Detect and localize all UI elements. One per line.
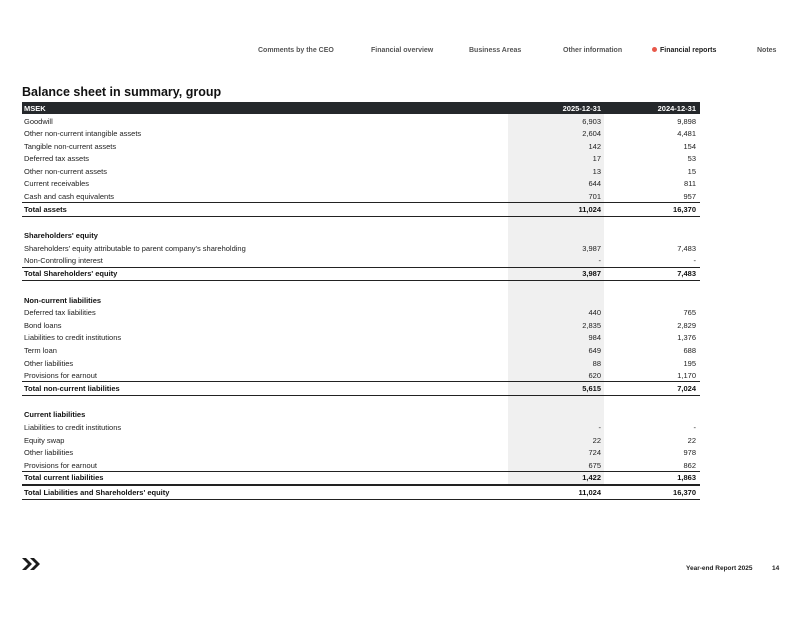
table-row (22, 164, 700, 177)
value-2024: 2,829 (677, 320, 696, 330)
table-row (22, 152, 700, 165)
table-total-row (22, 267, 700, 282)
value-2025: 644 (588, 179, 601, 189)
row-label: Total Shareholders' equity (24, 269, 118, 279)
value-2025: 649 (588, 346, 601, 355)
value-2024: 195 (683, 358, 696, 368)
table-spacer-row (22, 281, 700, 293)
value-2024: 15 (687, 166, 696, 176)
value-2024: 16,370 (673, 487, 696, 497)
value-2024: 811 (684, 179, 696, 189)
row-label: Total Liabilities and Shareholders' equity (24, 487, 170, 497)
value-2024: 7,024 (677, 383, 696, 393)
row-label: Other non-current intangible assets (24, 129, 142, 139)
row-label: Total non-current liabilities (24, 383, 120, 393)
row-label: Equity swap (24, 435, 65, 445)
value-2024: 957 (683, 192, 696, 202)
value-2025: 17 (592, 154, 601, 164)
row-label: Liabilities to credit institutions (24, 422, 122, 432)
row-label: Term loan (24, 346, 57, 355)
table-spacer-row (22, 217, 700, 229)
table-row (22, 190, 700, 203)
value-2025: 1,422 (582, 473, 601, 483)
row-label: Goodwill (24, 116, 53, 126)
value-2024: 1,376 (677, 333, 696, 343)
value-2025: 13 (592, 166, 601, 176)
row-label: Deferred tax assets (24, 154, 90, 164)
value-2024: 7,483 (677, 269, 696, 279)
row-label: Other non-current assets (24, 166, 107, 176)
table-row (22, 241, 700, 254)
value-2025: 6,903 (582, 116, 601, 126)
table-row (22, 114, 700, 127)
top-navigation (0, 47, 800, 59)
value-2025: 11,024 (578, 204, 601, 214)
page-title: Balance sheet in summary, group (22, 85, 222, 99)
nav-item-financial-reports-label: Financial reports (660, 47, 717, 54)
value-2024: 9,898 (677, 116, 696, 126)
table-row (22, 331, 700, 344)
table-row (22, 369, 700, 382)
row-label: Other liabilities (24, 448, 74, 458)
table-spacer-row (22, 396, 700, 408)
row-label: Tangible non-current assets (24, 141, 117, 151)
table-row (22, 306, 700, 319)
table-header (22, 102, 700, 114)
value-2024: - (693, 256, 696, 266)
table-total-row (22, 202, 700, 217)
row-label: Current liabilities (24, 410, 86, 420)
value-2025: 88 (592, 358, 601, 368)
row-label: Non-Controlling interest (24, 256, 103, 266)
table-body (22, 114, 700, 500)
table-row (22, 254, 700, 267)
nav-item-notes[interactable]: Notes (757, 47, 777, 54)
page-number: 14 (772, 565, 780, 572)
row-label: Deferred tax liabilities (24, 308, 96, 318)
row-label: Total assets (24, 204, 67, 214)
value-2025: - (598, 256, 601, 266)
table-row (22, 458, 700, 471)
value-2025: 11,024 (578, 487, 601, 497)
table-row (22, 139, 700, 152)
value-2025: 701 (588, 192, 601, 202)
report-name: Year-end Report 2025 (686, 565, 753, 572)
value-2024: 978 (683, 448, 696, 458)
double-chevron-logo-icon (22, 558, 42, 570)
nav-item-comments-ceo[interactable]: Comments by the CEO (258, 47, 334, 54)
row-label: Other liabilities (24, 358, 74, 368)
value-2025: 3,987 (582, 243, 601, 253)
header-unit: MSEK (24, 104, 46, 113)
row-label: Total current liabilities (24, 473, 104, 483)
value-2025: 724 (588, 448, 601, 458)
table-total-row (22, 381, 700, 396)
table-row (22, 344, 700, 357)
row-label: Bond loans (24, 320, 62, 330)
value-2025: 620 (588, 371, 601, 381)
row-label: Current receivables (24, 179, 90, 189)
row-label: Cash and cash equivalents (24, 192, 115, 202)
value-2025: 22 (592, 435, 601, 445)
table-row (22, 433, 700, 446)
table-row (22, 177, 700, 190)
table-row (22, 446, 700, 459)
header-2024: 2024-12-31 (657, 104, 696, 113)
header-2025: 2025-12-31 (562, 104, 601, 113)
row-label: Non-current liabilities (24, 295, 102, 305)
table-section-heading (22, 229, 700, 242)
active-indicator-icon (652, 47, 657, 52)
value-2024: 688 (683, 346, 696, 355)
nav-item-financial-reports[interactable] (652, 47, 716, 54)
table-row (22, 420, 700, 433)
table-total-row (22, 485, 700, 500)
value-2025: 675 (588, 460, 601, 470)
value-2025: 2,604 (582, 129, 601, 139)
balance-sheet-table (22, 102, 700, 500)
value-2024: 4,481 (677, 129, 696, 139)
value-2025: 440 (588, 308, 601, 318)
value-2024: 862 (683, 460, 696, 470)
value-2024: 1,170 (677, 371, 696, 381)
row-label: Liabilities to credit institutions (24, 333, 122, 343)
table-row (22, 318, 700, 331)
value-2025: 142 (588, 141, 601, 151)
table-total-row (22, 471, 700, 486)
nav-item-other-information[interactable]: Other information (563, 47, 623, 54)
value-2024: 1,863 (677, 473, 696, 483)
value-2024: 16,370 (673, 204, 696, 214)
value-2025: 984 (588, 333, 601, 343)
value-2024: 154 (683, 141, 696, 151)
value-2025: - (598, 422, 601, 432)
value-2024: 7,483 (677, 243, 696, 253)
table-row (22, 356, 700, 369)
row-label: Provisions for earnout (24, 371, 97, 381)
row-label: Shareholders' equity attributable to parent company's shareholding (24, 243, 246, 253)
value-2024: - (693, 422, 696, 432)
row-label: Provisions for earnout (24, 460, 97, 470)
value-2024: 765 (683, 308, 696, 318)
value-2025: 3,987 (582, 269, 601, 279)
row-label: Shareholders' equity (24, 231, 98, 241)
nav-item-business-areas[interactable]: Business Areas (469, 47, 522, 54)
table-row (22, 127, 700, 140)
value-2024: 22 (687, 435, 696, 445)
value-2024: 53 (687, 154, 696, 164)
table-section-heading (22, 293, 700, 306)
nav-item-financial-overview[interactable]: Financial overview (371, 47, 434, 54)
value-2025: 5,615 (582, 383, 601, 393)
table-section-heading (22, 408, 700, 421)
value-2025: 2,835 (582, 320, 601, 330)
